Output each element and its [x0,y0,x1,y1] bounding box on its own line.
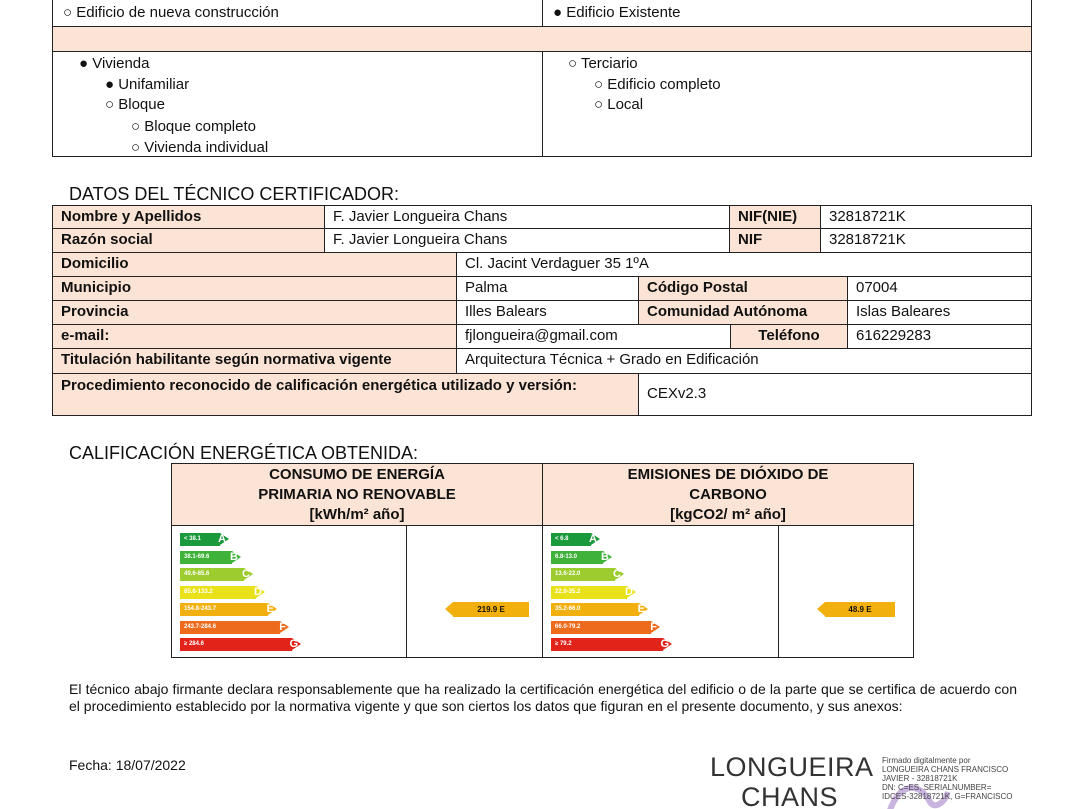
option-edificio-completo[interactable]: ○ Edificio completo [594,76,721,93]
nifnie-label: NIF(NIE) [729,205,821,229]
option-nueva-construccion[interactable]: ○ Edificio de nueva construcción [63,4,279,21]
sig-line1: Firmado digitalmente por [882,756,971,765]
sig-line4: DN: C=ES, SERIALNUMBER= [882,783,992,792]
emisiones-rating-arrow: 48.9 E [825,602,895,617]
consumo-value-cell [406,525,543,658]
nombre-label: Nombre y Apellidos [52,205,325,229]
consumo-header-line2: PRIMARIA NO RENOVABLE [258,486,456,503]
emisiones-scale-range-b: 6.8-13.0 [555,553,578,560]
option-unifamiliar[interactable]: ● Unifamiliar [105,76,190,93]
consumo-scale-bar-g [180,638,298,651]
emisiones-scale-range-a: < 6.8 [555,536,569,542]
consumo-scale-letter-b: B [230,550,238,563]
emisiones-scale-bar-f [551,620,657,634]
nif-label: NIF [729,228,821,253]
consumo-rating-arrow: 219.9 E [453,602,529,617]
consumo-scale-range-e: 154.8-243.7 [184,606,217,612]
municipio-label: Municipio [52,276,457,301]
emisiones-scale-letter-b: B [601,550,609,563]
consumo-scale-letter-g: G [289,638,298,650]
procedimiento-label: Procedimiento reconocido de calificación energética utilizado y versión: [52,373,639,416]
consumo-scale-range-b: 38.1-69.6 [184,553,210,560]
emisiones-scale-letter-g: G [660,638,669,650]
titulacion-label: Titulación habilitante según normativa vigente [52,348,457,374]
consumo-scale-bar-b [180,550,238,564]
domicilio-value: Cl. Jacint Verdaguer 35 1ºA [456,252,1032,277]
consumo-scale-letter-f: F [279,620,286,633]
emisiones-scale-bar-c [551,568,621,581]
consumo-scale-letter-e: E [266,603,274,615]
consumo-scale-bar-d [180,585,262,599]
tel-label: Teléfono [730,324,848,349]
option-bloque[interactable]: ○ Bloque [105,96,165,113]
emisiones-scale-letter-e: E [637,603,645,615]
consumo-scale-range-c: 49.6-85.6 [184,571,210,577]
emisiones-scale-letter-c: C [613,568,621,580]
emisiones-scale-range-f: 66.0-79.2 [555,623,581,630]
emisiones-scale-range-e: 35.2-66.0 [555,606,581,612]
consumo-scale-letter-c: C [242,568,250,580]
consumo-header [171,463,543,526]
consumo-scale-bar-f [180,620,286,634]
nif-value: 32818721K [820,228,1032,253]
building-type-table [52,0,1032,157]
nombre-value: F. Javier Longueira Chans [324,205,730,229]
cp-value: 07004 [847,276,1032,301]
declaration-text: El técnico abajo firmante declara responsablemente que ha realizado la certificación energética del edificio o de la parte que se certifica de acuerdo con el procedimiento establecido por la normativa vigente y que son ciertos los datos que figuran en el presente documento, y sus anexos: [69,681,1017,714]
consumo-scale-bar-e [180,603,274,616]
emisiones-scale-letter-d: D [625,585,633,598]
domicilio-label: Domicilio [52,252,457,277]
option-vivienda-individual[interactable]: ○ Vivienda individual [131,139,269,156]
provincia-label: Provincia [52,300,457,325]
ca-label: Comunidad Autónoma [638,300,848,325]
emisiones-scale-bar-e [551,603,645,616]
consumo-scale-bar-a [180,533,226,546]
municipio-value: Palma [456,276,639,301]
provincia-value: Illes Balears [456,300,639,325]
consumo-scale-range-f: 243.7-284.6 [184,623,217,630]
emisiones-scale-cell [542,525,779,658]
emisiones-scale-bar-a [551,533,597,546]
consumo-scale-range-a: < 38.1 [184,536,201,542]
emisiones-header-line2: CARBONO [689,486,767,503]
fecha: Fecha: 18/07/2022 [69,757,186,773]
sig-line2: LONGUEIRA CHANS FRANCISCO [882,765,1009,774]
nifnie-value: 32818721K [820,205,1032,229]
consumo-scale-letter-a: A [218,533,226,545]
ca-value: Islas Baleares [847,300,1032,325]
emisiones-scale-range-c: 13.6-22.0 [555,571,581,577]
option-bloque-completo[interactable]: ○ Bloque completo [131,118,256,135]
titulacion-value: Arquitectura Técnica + Grado en Edificación [456,348,1032,374]
emisiones-scale-range-d: 22.0-35.2 [555,588,581,595]
calificacion-section-title: CALIFICACIÓN ENERGÉTICA OBTENIDA: [69,443,419,463]
emisiones-scale-letter-a: A [589,533,597,545]
option-edificio-existente[interactable]: ● Edificio Existente [553,4,681,21]
divider [542,0,543,27]
emisiones-value-cell [778,525,914,658]
procedimiento-value: CEXv2.3 [638,373,1032,416]
tecnico-section-title: DATOS DEL TÉCNICO CERTIFICADOR: [69,184,400,204]
option-terciario[interactable]: ○ Terciario [568,55,638,72]
divider [542,52,543,156]
razon-value: F. Javier Longueira Chans [324,228,730,253]
emisiones-header-line1: EMISIONES DE DIÓXIDO DE [627,466,829,483]
consumo-scale-letter-d: D [254,585,262,598]
separator-row [53,27,1031,52]
email-value[interactable]: fjlongueira@gmail.com [456,324,731,349]
consumo-scale-bar-c [180,568,250,581]
emisiones-scale-bar-b [551,550,609,564]
emisiones-scale-letter-f: F [650,620,657,633]
consumo-header-line1: CONSUMO DE ENERGÍA [269,466,445,483]
razon-label: Razón social [52,228,325,253]
emisiones-header-line3: [kgCO2/ m² año] [670,506,786,523]
option-local[interactable]: ○ Local [594,96,644,113]
email-label: e-mail: [52,324,457,349]
sig-line3: JAVIER - 32818721K [882,774,958,783]
emisiones-scale-bar-g [551,638,669,651]
tel-value: 616229283 [847,324,1032,349]
option-vivienda[interactable]: ● Vivienda [79,55,150,72]
sig-line5: IDCES-32818721K, G=FRANCISCO [882,792,1013,801]
emisiones-header [542,463,914,526]
signature-name-line2: CHANS [741,782,839,809]
signature-name-line1: LONGUEIRA [710,752,874,782]
emisiones-scale-bar-d [551,585,633,599]
consumo-header-line3: [kWh/m² año] [309,506,405,523]
cp-label: Código Postal [638,276,848,301]
consumo-scale-range-d: 85.6-133.2 [184,588,213,595]
consumo-scale-range-g: ≥ 284.6 [184,641,204,647]
consumo-scale-cell [171,525,407,658]
emisiones-scale-range-g: ≥ 79.2 [555,641,572,647]
digital-signature-text [882,756,1072,801]
